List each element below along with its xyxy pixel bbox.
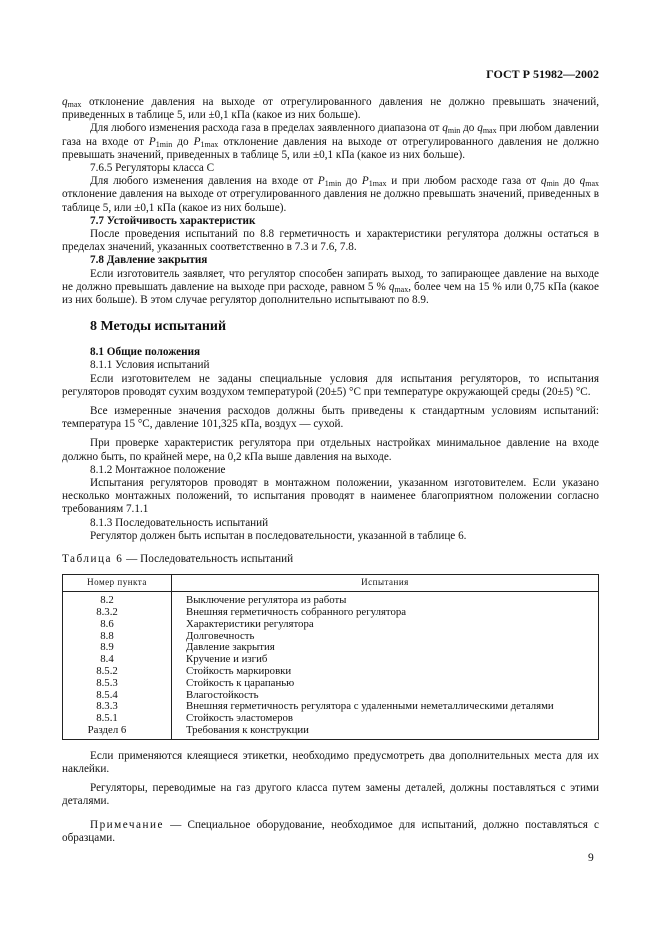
cell-test: Стойкость маркировки bbox=[172, 666, 599, 678]
table-row bbox=[63, 619, 599, 631]
cell-number: 8.8 bbox=[63, 631, 172, 643]
cell-number: 8.2 bbox=[63, 592, 172, 607]
section-8-1-3-title: 8.1.3 Последовательность испытаний bbox=[90, 516, 269, 529]
cell-test: Характеристики регулятора bbox=[172, 619, 599, 631]
table-row bbox=[63, 725, 599, 739]
cell-test: Кручение и изгиб bbox=[172, 654, 599, 666]
cell-number: 8.5.3 bbox=[63, 678, 172, 690]
cell-test: Внешняя герметичность регулятора с удаленными неметаллическими деталями bbox=[172, 701, 599, 713]
column-header-number: Номер пункта bbox=[63, 575, 172, 592]
paragraph-8-1-1-b: Все измеренные значения расходов должны быть приведены к стандартным условиям испытаний: температура 15 °С, давление 101,325 кПа, воздух — сухой. bbox=[62, 405, 599, 431]
table-row bbox=[63, 642, 599, 654]
table-row bbox=[63, 631, 599, 643]
cell-test: Внешняя герметичность собранного регулятора bbox=[172, 607, 599, 619]
cell-number: 8.5.2 bbox=[63, 666, 172, 678]
paragraph-class-c: Для любого изменения давления на входе от $P_{1min}$ до $P_{1max}$ и при любом расходе газа от $q_{min}$ до $q_{max}$ отклонение давления на выходе от отрегулированного давления не должно превышать значений, приведенных в таблице 5, или ±0,1 кПа (какое из них больше). bbox=[62, 175, 599, 214]
paragraph-labels: Если применяются клеящиеся этикетки, необходимо предусмотреть два дополнительных места для их наклейки. bbox=[62, 749, 599, 776]
paragraph-8-1-2: Испытания регуляторов проводят в монтажном положении, указанном изготовителем. Если указано несколько монтажных положений, то испытания проводят в наименее благоприятном положении согласно требованиям 7.1.1 bbox=[62, 477, 599, 516]
cell-number: Раздел 6 bbox=[63, 725, 172, 739]
table-row bbox=[63, 713, 599, 725]
cell-test: Влагостойкость bbox=[172, 690, 599, 702]
paragraph-parts: Регуляторы, переводимые на газ другого класса путем замены деталей, должны поставляться с этими деталями. bbox=[62, 782, 599, 808]
paragraph-8-1-1-c: При проверке характеристик регулятора при отдельных настройках минимальное давление на входе должно быть, по крайней мере, на 0,2 кПа выше давления на выходе. bbox=[62, 437, 599, 463]
cell-number: 8.9 bbox=[63, 642, 172, 654]
table-row bbox=[63, 666, 599, 678]
table-row bbox=[63, 701, 599, 713]
table-6-caption: Таблица 6 — Последовательность испытаний bbox=[62, 553, 294, 566]
section-7-7-title: 7.7 Устойчивость характеристик bbox=[90, 214, 256, 227]
cell-test: Выключение регулятора из работы bbox=[172, 592, 599, 607]
page-body bbox=[62, 96, 599, 845]
cell-test: Давление закрытия bbox=[172, 642, 599, 654]
table-6 bbox=[62, 574, 599, 740]
cell-test: Стойкость эластомеров bbox=[172, 713, 599, 725]
paragraph-8-1-3: Регулятор должен быть испытан в последовательности, указанной в таблице 6. bbox=[90, 529, 467, 542]
table-row bbox=[63, 607, 599, 619]
page-number: 9 bbox=[588, 852, 594, 864]
section-8-1-2-title: 8.1.2 Монтажное положение bbox=[90, 463, 226, 476]
paragraph-qmax-deviation: $q_{max}$ отклонение давления на выходе от отрегулированного давления не должно превышать значений, приведенных в таблице 5, или ±0,1 кПа (какое из них больше). bbox=[62, 96, 599, 122]
column-header-test: Испытания bbox=[172, 575, 599, 592]
cell-number: 8.6 bbox=[63, 619, 172, 631]
paragraph-8-1-1-a: Если изготовителем не заданы специальные условия для испытания регуляторов, то испытания регуляторов проводят сухим воздухом температурой (20±5) °С при температуре окружающей среды (20±5) °С. bbox=[62, 372, 599, 398]
cell-test: Долговечность bbox=[172, 631, 599, 643]
note: Примечание — Специальное оборудование, необходимое для испытаний, должно поставляться с образцами. bbox=[62, 818, 599, 844]
table-row bbox=[63, 654, 599, 666]
section-8-1-title: 8.1 Общие положения bbox=[90, 346, 201, 359]
cell-test: Требования к конструкции bbox=[172, 725, 599, 739]
paragraph-7-8: Если изготовитель заявляет, что регулятор способен запирать выход, то запирающее давление на выходе не должно превышать давление на выходе при расходе, равном 5 % $q_{max}$, более чем на 15 % или 0,75 кПа (какое из них больше). В этом случае регулятор дополнительно испытывают по 8.9. bbox=[62, 267, 600, 307]
cell-test: Стойкость к царапанью bbox=[172, 678, 599, 690]
paragraph-flow-change: Для любого изменения расхода газа в пределах заявленного диапазона от $q_{min}$ до $q_{max}$ при любом давлении газа на входе от $P_{1min}$ до $P_{1max}$ отклонение давления на выходе от отрегулированного давления не должно превышать значений, приведенных в таблице 5, или ±0,1 кПа (какое из них больше). bbox=[62, 122, 599, 161]
document-code: ГОСТ Р 51982—2002 bbox=[486, 67, 599, 81]
table-row bbox=[63, 592, 599, 607]
paragraph-7-7: После проведения испытаний по 8.8 герметичность и характеристики регулятора должны остаться в пределах значений, указанных соответственно в 7.3 и 7.6, 7.8. bbox=[62, 228, 599, 254]
table-row bbox=[63, 678, 599, 690]
section-7-8-title: 7.8 Давление закрытия bbox=[90, 254, 208, 267]
cell-number: 8.5.4 bbox=[63, 690, 172, 702]
section-8-title: 8 Методы испытаний bbox=[90, 319, 227, 335]
cell-number: 8.5.1 bbox=[63, 713, 172, 725]
cell-number: 8.3.3 bbox=[63, 701, 172, 713]
cell-number: 8.4 bbox=[63, 654, 172, 666]
cell-number: 8.3.2 bbox=[63, 607, 172, 619]
section-8-1-1-title: 8.1.1 Условия испытаний bbox=[90, 359, 210, 372]
section-7-6-5-title: 7.6.5 Регуляторы класса С bbox=[90, 162, 215, 175]
